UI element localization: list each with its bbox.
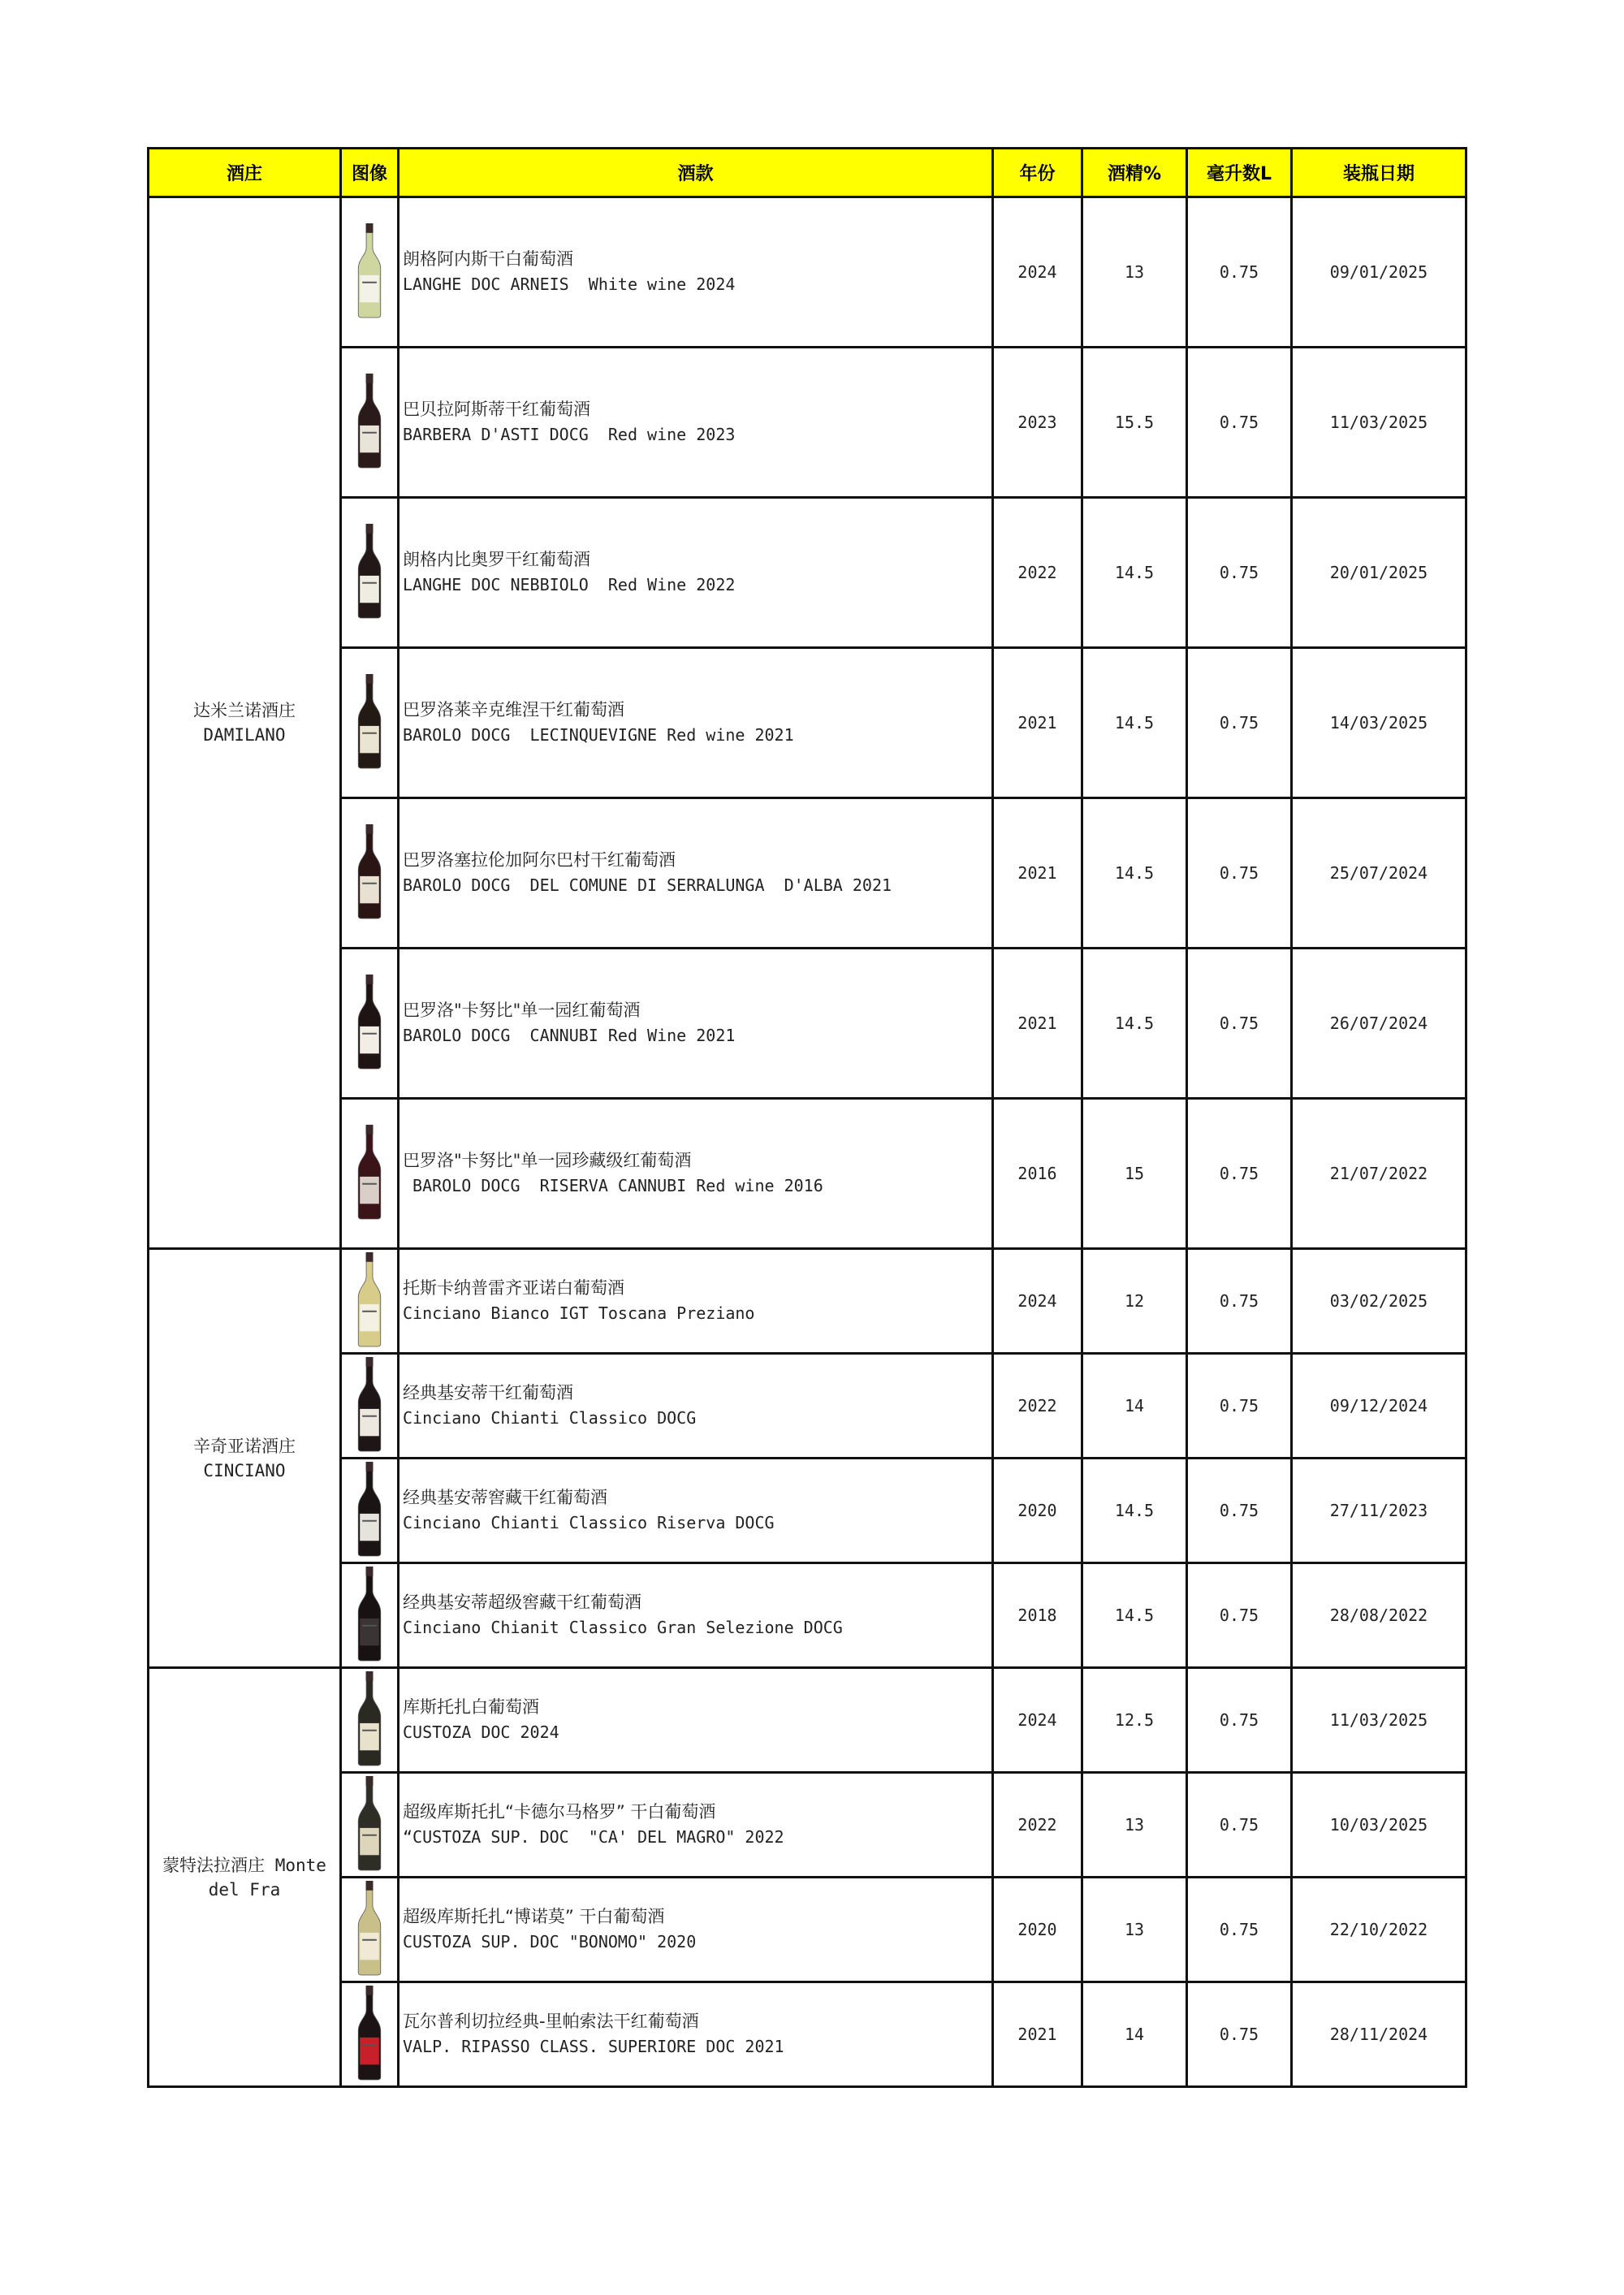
bottle-body <box>358 1777 381 1870</box>
wine-name-chinese: 经典基安蒂窖藏干红葡萄酒 <box>403 1488 607 1507</box>
bottle-image-cell <box>341 1878 399 1982</box>
bottle-label-mark <box>362 1033 377 1035</box>
bottle-capsule <box>366 223 374 233</box>
wine-name-cell <box>399 348 993 498</box>
wine-name-english: BAROLO DOCG CANNUBI Red Wine 2021 <box>403 1026 736 1045</box>
bottle-label-mark <box>362 883 377 884</box>
bottle-capsule <box>366 1462 374 1472</box>
bottle-body <box>358 1567 381 1661</box>
bottle-label-mark <box>362 1939 377 1941</box>
alcohol-cell: 12 <box>1082 1249 1187 1354</box>
bottle-image-cell <box>341 1459 399 1563</box>
vintage-cell: 2023 <box>993 348 1082 498</box>
vintage-cell: 2022 <box>993 1354 1082 1459</box>
wine-name-chinese: 经典基安蒂超级窖藏干红葡萄酒 <box>403 1593 641 1612</box>
wine-name-cell <box>399 1982 993 2087</box>
alcohol-cell: 14.5 <box>1082 1459 1187 1563</box>
header-winery: 酒庄 <box>149 149 341 197</box>
bottling-date-cell: 09/12/2024 <box>1292 1354 1466 1459</box>
winery-cell: 达米兰诺酒庄 DAMILANO <box>149 197 341 1249</box>
header-vintage: 年份 <box>993 149 1082 197</box>
wine-name-english: Cinciano Chianti Classico DOCG <box>403 1408 697 1428</box>
bottle-image-cell <box>341 1668 399 1773</box>
vintage-cell: 2020 <box>993 1459 1082 1563</box>
wine-name-cell <box>399 1563 993 1668</box>
bottle-label <box>360 1026 379 1053</box>
wine-name-cell <box>399 1773 993 1878</box>
bottle-body <box>358 1463 381 1556</box>
bottle-label <box>360 1514 379 1541</box>
wine-name-cell <box>399 949 993 1099</box>
wine-name-chinese: 巴罗洛"卡努比"单一园珍藏级红葡萄酒 <box>403 1151 692 1170</box>
bottle-label-mark <box>362 733 377 734</box>
volume-cell: 0.75 <box>1187 1668 1292 1773</box>
white-wine-bottle-icon <box>353 1670 386 1766</box>
bottling-date-cell: 20/01/2025 <box>1292 498 1466 648</box>
bottle-body <box>358 975 381 1069</box>
bottle-label <box>360 1933 379 1960</box>
table-row <box>149 498 1466 648</box>
wine-name-chinese: 经典基安蒂干红葡萄酒 <box>403 1383 573 1402</box>
wine-name-cell <box>399 197 993 348</box>
winery-cell: 蒙特法拉酒庄 Monte del Fra <box>149 1668 341 2087</box>
alcohol-cell: 14 <box>1082 1982 1187 2087</box>
wine-name-chinese: 巴罗洛"卡努比"单一园红葡萄酒 <box>403 1001 641 1020</box>
bottle-image-cell <box>341 949 399 1099</box>
bottle-capsule <box>366 1986 374 1995</box>
bottle-label <box>360 1619 379 1645</box>
wine-name-chinese: 超级库斯托扎“博诺莫” 干白葡萄酒 <box>403 1907 665 1926</box>
bottle-body <box>358 1882 381 1975</box>
red-wine-bottle-icon <box>353 823 386 919</box>
wine-name-english: BAROLO DOCG LECINQUEVIGNE Red wine 2021 <box>403 725 794 745</box>
header-alcohol: 酒精% <box>1082 149 1187 197</box>
alcohol-cell: 13 <box>1082 1773 1187 1878</box>
red-wine-bottle-icon <box>353 974 386 1070</box>
bottle-capsule <box>366 1881 374 1891</box>
vintage-cell: 2020 <box>993 1878 1082 1982</box>
alcohol-cell: 13 <box>1082 1878 1187 1982</box>
bottling-date-cell: 26/07/2024 <box>1292 949 1466 1099</box>
volume-cell: 0.75 <box>1187 1354 1292 1459</box>
table-row <box>149 1878 1466 1982</box>
bottle-label <box>360 1828 379 1855</box>
bottle-image-cell <box>341 1249 399 1354</box>
wine-name-chinese: 朗格阿内斯干白葡萄酒 <box>403 249 573 269</box>
bottle-capsule <box>366 1776 374 1786</box>
wine-name-english: LANGHE DOC ARNEIS White wine 2024 <box>403 274 736 294</box>
alcohol-cell: 15 <box>1082 1099 1187 1249</box>
wine-name-chinese: 巴罗洛塞拉伦加阿尔巴村干红葡萄酒 <box>403 850 676 870</box>
wine-name-english: BAROLO DOCG DEL COMUNE DI SERRALUNGA D'ALBA 2021 <box>403 875 892 895</box>
vintage-cell: 2022 <box>993 498 1082 648</box>
bottle-label <box>360 275 379 302</box>
bottling-date-cell: 28/11/2024 <box>1292 1982 1466 2087</box>
wine-name-english: BAROLO DOCG RISERVA CANNUBI Red wine 2016 <box>403 1176 823 1195</box>
bottle-capsule <box>366 1357 374 1367</box>
vintage-cell: 2021 <box>993 648 1082 798</box>
table-row <box>149 1099 1466 1249</box>
winery-cell: 辛奇亚诺酒庄 CINCIANO <box>149 1249 341 1668</box>
bottling-date-cell: 28/08/2022 <box>1292 1563 1466 1668</box>
bottle-label <box>360 576 379 603</box>
volume-cell: 0.75 <box>1187 348 1292 498</box>
alcohol-cell: 14.5 <box>1082 798 1187 949</box>
wine-name-chinese: 朗格内比奥罗干红葡萄酒 <box>403 550 590 569</box>
bottle-capsule <box>366 1671 374 1681</box>
table-row <box>149 1982 1466 2087</box>
table-row <box>149 1668 1466 1773</box>
bottle-body <box>358 1358 381 1451</box>
wine-name-cell <box>399 1354 993 1459</box>
volume-cell: 0.75 <box>1187 197 1292 348</box>
vintage-cell: 2016 <box>993 1099 1082 1249</box>
bottling-date-cell: 22/10/2022 <box>1292 1878 1466 1982</box>
volume-cell: 0.75 <box>1187 498 1292 648</box>
bottle-capsule <box>366 975 374 984</box>
table-row <box>149 798 1466 949</box>
alcohol-cell: 15.5 <box>1082 348 1187 498</box>
bottle-label-mark <box>362 1311 377 1312</box>
wine-name-cell <box>399 798 993 949</box>
bottling-date-cell: 21/07/2022 <box>1292 1099 1466 1249</box>
volume-cell: 0.75 <box>1187 1773 1292 1878</box>
wine-name-english: Cinciano Chianit Classico Gran Selezione DOCG <box>403 1618 843 1637</box>
volume-cell: 0.75 <box>1187 949 1292 1099</box>
volume-cell: 0.75 <box>1187 1982 1292 2087</box>
bottle-label-mark <box>362 582 377 584</box>
bottle-label-mark <box>362 282 377 283</box>
bottle-image-cell <box>341 498 399 648</box>
bottle-image-cell <box>341 798 399 949</box>
volume-cell: 0.75 <box>1187 1878 1292 1982</box>
wine-name-english: BARBERA D'ASTI DOCG Red wine 2023 <box>403 425 736 444</box>
alcohol-cell: 14.5 <box>1082 949 1187 1099</box>
bottle-capsule <box>366 374 374 383</box>
red-wine-bottle-icon <box>353 1356 386 1452</box>
bottle-label-mark <box>362 1835 377 1836</box>
table-row <box>149 1563 1466 1668</box>
bottle-label-mark <box>362 1415 377 1417</box>
vintage-cell: 2021 <box>993 1982 1082 2087</box>
volume-cell: 0.75 <box>1187 798 1292 949</box>
bottle-body <box>358 1672 381 1766</box>
wine-name-english: VALP. RIPASSO CLASS. SUPERIORE DOC 2021 <box>403 2037 784 2056</box>
vintage-cell: 2024 <box>993 1668 1082 1773</box>
table-row <box>149 197 1466 348</box>
volume-cell: 0.75 <box>1187 1249 1292 1354</box>
volume-cell: 0.75 <box>1187 1563 1292 1668</box>
vintage-cell: 2021 <box>993 949 1082 1099</box>
alcohol-cell: 13 <box>1082 197 1187 348</box>
white-wine-bottle-icon <box>353 1880 386 1976</box>
vintage-cell: 2021 <box>993 798 1082 949</box>
bottle-body <box>358 224 381 318</box>
vintage-cell: 2024 <box>993 197 1082 348</box>
header-row <box>149 149 1466 197</box>
wine-list-table <box>147 147 1467 2088</box>
wine-name-chinese: 超级库斯托扎“卡德尔马格罗” 干白葡萄酒 <box>403 1802 716 1822</box>
header-volume: 毫升数L <box>1187 149 1292 197</box>
alcohol-cell: 14 <box>1082 1354 1187 1459</box>
alcohol-cell: 14.5 <box>1082 1563 1187 1668</box>
wine-name-cell <box>399 648 993 798</box>
table-row <box>149 1773 1466 1878</box>
vintage-cell: 2024 <box>993 1249 1082 1354</box>
vintage-cell: 2018 <box>993 1563 1082 1668</box>
wine-name-english: CUSTOZA DOC 2024 <box>403 1722 559 1742</box>
bottling-date-cell: 10/03/2025 <box>1292 1773 1466 1878</box>
wine-name-cell <box>399 498 993 648</box>
bottle-label <box>360 1409 379 1436</box>
bottle-body <box>358 1253 381 1346</box>
bottle-image-cell <box>341 1099 399 1249</box>
red-wine-bottle-icon <box>353 673 386 769</box>
red-wine-bottle-icon <box>353 523 386 619</box>
bottle-body <box>358 1126 381 1219</box>
wine-name-english: CUSTOZA SUP. DOC "BONOMO" 2020 <box>403 1932 697 1951</box>
white-wine-bottle-icon <box>353 1775 386 1871</box>
bottle-label-mark <box>362 1520 377 1522</box>
white-wine-bottle-icon <box>353 223 386 318</box>
volume-cell: 0.75 <box>1187 648 1292 798</box>
bottle-label <box>360 1177 379 1204</box>
bottling-date-cell: 14/03/2025 <box>1292 648 1466 798</box>
bottle-body <box>358 525 381 618</box>
bottling-date-cell: 11/03/2025 <box>1292 348 1466 498</box>
table-row <box>149 1354 1466 1459</box>
bottle-label <box>360 426 379 452</box>
bottle-label <box>360 2038 379 2064</box>
bottle-capsule <box>366 824 374 834</box>
header-wine-name: 酒款 <box>399 149 993 197</box>
red-wine-bottle-icon <box>353 1461 386 1557</box>
red-wine-bottle-icon <box>353 1566 386 1662</box>
bottle-label-mark <box>362 432 377 434</box>
vintage-cell: 2022 <box>993 1773 1082 1878</box>
wine-name-chinese: 巴贝拉阿斯蒂干红葡萄酒 <box>403 400 590 419</box>
bottling-date-cell: 25/07/2024 <box>1292 798 1466 949</box>
wine-name-chinese: 巴罗洛莱辛克维涅干红葡萄酒 <box>403 700 624 720</box>
header-image: 图像 <box>341 149 399 197</box>
wine-name-english: Cinciano Chianti Classico Riserva DOCG <box>403 1513 775 1532</box>
bottling-date-cell: 27/11/2023 <box>1292 1459 1466 1563</box>
bottle-capsule <box>366 674 374 684</box>
volume-cell: 0.75 <box>1187 1459 1292 1563</box>
table-row <box>149 1249 1466 1354</box>
table-row <box>149 949 1466 1099</box>
header-bottling-date: 装瓶日期 <box>1292 149 1466 197</box>
bottle-body <box>358 675 381 768</box>
wine-name-chinese: 托斯卡纳普雷齐亚诺白葡萄酒 <box>403 1278 624 1298</box>
bottle-image-cell <box>341 1563 399 1668</box>
bottle-capsule <box>366 1567 374 1576</box>
wine-name-cell <box>399 1459 993 1563</box>
wine-name-cell <box>399 1668 993 1773</box>
bottle-image-cell <box>341 1773 399 1878</box>
bottle-label-mark <box>362 1730 377 1731</box>
bottle-label-mark <box>362 2044 377 2046</box>
bottle-label <box>360 1723 379 1750</box>
table-row <box>149 1459 1466 1563</box>
bottle-label <box>360 726 379 753</box>
bottling-date-cell: 03/02/2025 <box>1292 1249 1466 1354</box>
bottle-body <box>358 1986 381 2080</box>
bottle-label <box>360 1304 379 1331</box>
white-wine-bottle-icon <box>353 1251 386 1347</box>
bottle-image-cell <box>341 348 399 498</box>
table-row <box>149 348 1466 498</box>
alcohol-cell: 14.5 <box>1082 648 1187 798</box>
bottle-capsule <box>366 1125 374 1135</box>
alcohol-cell: 14.5 <box>1082 498 1187 648</box>
bottling-date-cell: 09/01/2025 <box>1292 197 1466 348</box>
table-row <box>149 648 1466 798</box>
bottle-body <box>358 374 381 468</box>
wine-name-english: Cinciano Bianco IGT Toscana Preziano <box>403 1303 755 1323</box>
bottle-image-cell <box>341 648 399 798</box>
red-wine-bottle-icon <box>353 373 386 469</box>
red-wine-bottle-icon <box>353 1124 386 1220</box>
volume-cell: 0.75 <box>1187 1099 1292 1249</box>
bottle-image-cell <box>341 197 399 348</box>
bottle-body <box>358 825 381 918</box>
wine-name-chinese: 瓦尔普利切拉经典-里帕索法干红葡萄酒 <box>403 2012 699 2031</box>
bottle-image-cell <box>341 1982 399 2087</box>
alcohol-cell: 12.5 <box>1082 1668 1187 1773</box>
red-wine-bottle-icon <box>353 1985 386 2081</box>
wine-name-cell <box>399 1249 993 1354</box>
wine-name-english: LANGHE DOC NEBBIOLO Red Wine 2022 <box>403 575 736 594</box>
bottle-label <box>360 876 379 903</box>
bottling-date-cell: 11/03/2025 <box>1292 1668 1466 1773</box>
wine-name-cell <box>399 1878 993 1982</box>
wine-name-english: “CUSTOZA SUP. DOC "CA' DEL MAGRO" 2022 <box>403 1827 784 1847</box>
wine-name-chinese: 库斯托扎白葡萄酒 <box>403 1697 539 1717</box>
wine-name-cell <box>399 1099 993 1249</box>
bottle-image-cell <box>341 1354 399 1459</box>
bottle-capsule <box>366 1252 374 1262</box>
bottle-label-mark <box>362 1625 377 1627</box>
bottle-label-mark <box>362 1183 377 1185</box>
bottle-capsule <box>366 524 374 534</box>
